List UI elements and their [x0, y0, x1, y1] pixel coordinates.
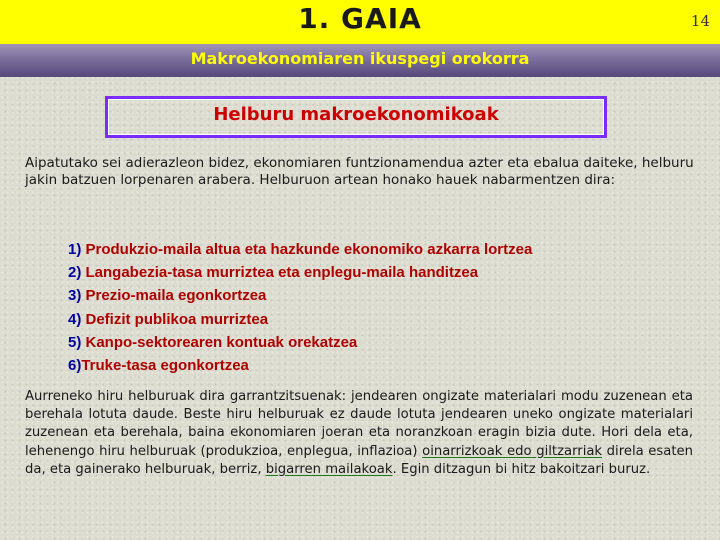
term-oinarrizkoak: oinarrizkoak: [422, 443, 503, 459]
page-number: 14: [690, 12, 710, 30]
closing-text-2: direla esaten da, eta gainerako helburuak, berriz,: [25, 443, 693, 477]
goal-number: 5): [68, 333, 82, 351]
goal-text: Prezio-maila egonkortzea: [81, 287, 267, 305]
goal-number: 3): [68, 287, 82, 305]
goal-number: 6): [68, 357, 82, 375]
goal-text: Produkzio-maila altua eta hazkunde ekonomiko azkarra lortzea: [81, 241, 533, 258]
goal-item-6: [68, 354, 688, 377]
page-subtitle: Makroekonomiaren ikuspegi orokorra: [190, 49, 530, 68]
goal-item-1: [68, 238, 688, 261]
goal-number: 2): [68, 264, 82, 282]
goal-text: Truke-tasa egonkortzea: [81, 357, 249, 375]
goal-item-5: [68, 331, 688, 354]
goal-text: Defizit publikoa murriztea: [81, 310, 269, 328]
closing-text-3: . Egin ditzagun bi hitz bakoitzari buruz.: [392, 461, 651, 477]
closing-text-1: Aurreneko hiru helburuak dira garrantzitsuenak: jendearen ongizate materialari modu zuzenean eta berehala lotuta daude. Beste hiru helburuak ez daude lotuta jendearen uneko ongizate materialari zuzenean eta berehala, baina ekonomiaren joeran eta noranzkoan eragin bizia dute. Hori dela eta, lehenengo hiru helburuak (produkzioa, enplegua, inflazioa): [25, 389, 693, 459]
term-bigarren-mailakoak: bigarren mailakoak: [265, 461, 393, 477]
goal-item-2: [68, 261, 688, 284]
goal-text: Langabezia-tasa murriztea eta enplegu-maila handitzea: [81, 264, 479, 282]
intro-paragraph: Aipatutako sei adierazleon bidez, ekonomiaren funtzionamendua azter eta ebalua daiteke, helburu jakin batzuen lorpenaren arabera. Helburuon artean honako hauek nabarmentzen dira:: [25, 155, 694, 188]
closing-paragraph: [25, 388, 693, 479]
goal-number: 1): [68, 241, 82, 258]
section-heading: Helburu makroekonomikoak: [213, 104, 499, 125]
term-edo: edo: [507, 443, 532, 459]
page-title: 1. GAIA: [298, 2, 422, 35]
goal-item-4: [68, 308, 688, 331]
goals-list: [68, 238, 688, 377]
goal-number: 4): [68, 310, 82, 328]
goal-item-3: [68, 284, 688, 307]
goal-text: Kanpo-sektorearen kontuak orekatzea: [81, 333, 358, 351]
term-giltzarriak: giltzarriak: [536, 443, 603, 459]
